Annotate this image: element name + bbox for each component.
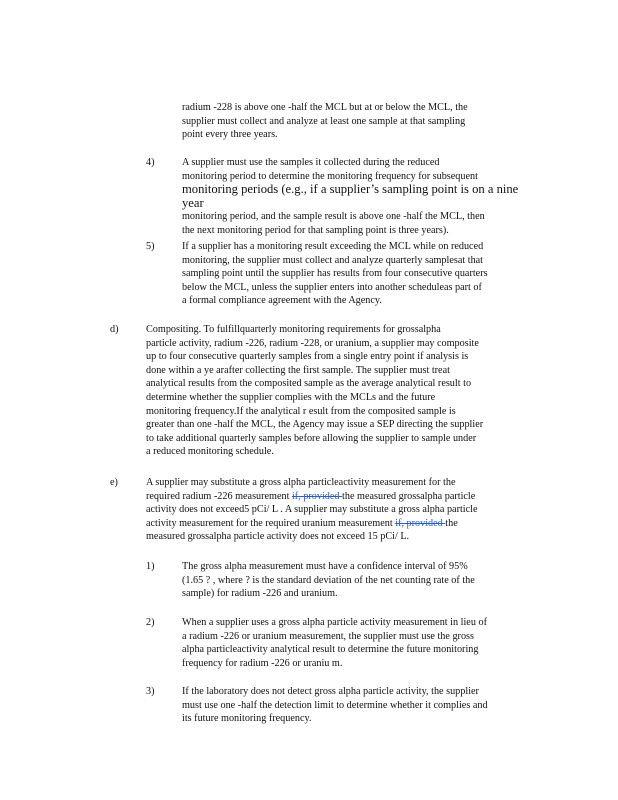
item-d-line: determine whether the supplier complies with the MCLs and the future: [146, 391, 436, 403]
item-e-text: activity measurement for the required uranium measurement: [146, 517, 396, 529]
item-e1-label: 1): [146, 561, 155, 572]
item-e-line: activity does not exceed5 pCi/ L . A supplier may substitute a gross alpha particle: [146, 504, 478, 516]
item-d-line: analytical results from the composited sample as the average analytical result to: [146, 378, 472, 390]
item-d-line: a reduced monitoring schedule.: [146, 446, 274, 458]
item-5-label: 5): [146, 241, 155, 252]
item-d-line: done within a ye arafter collecting the first sample. The supplier must treat: [146, 364, 450, 376]
intro-paragraph: [182, 101, 522, 142]
item-e3-line: its future monitoring frequency.: [182, 713, 312, 725]
item-d-paragraph: [146, 323, 546, 459]
item-4-line: the next monitoring period for that sampling point is three years).: [182, 224, 449, 236]
item-4-line: monitoring period to determine the monitoring frequency for subsequent: [182, 170, 478, 182]
item-5-paragraph: [182, 240, 542, 308]
struck-text: if, provided: [291, 490, 343, 502]
item-d-line: monitoring frequency.If the analytical r esult from the composited sample is: [146, 405, 456, 417]
item-e2-line: alpha particleactivity analytical result to determine the future monitoring: [182, 644, 479, 656]
item-e2-line: When a supplier uses a gross alpha particle activity measurement in lieu of: [182, 617, 487, 628]
item-e1-paragraph: [182, 560, 542, 601]
item-d-line: to take additional quarterly samples before allowing the supplier to sample under: [146, 432, 477, 444]
item-e-text: the measured grossalpha particle: [342, 490, 476, 502]
intro-line: radium -228 is above one -half the MCL but at or below the MCL, the: [182, 102, 468, 113]
item-5-line: sampling point until the supplier has results from four consecutive quarters: [182, 268, 488, 280]
item-4-paragraph: [182, 156, 542, 238]
item-e2-line: a radium -226 or uranium measurement, the supplier must use the gross: [182, 630, 474, 642]
item-d-label: d): [110, 324, 119, 335]
item-e-line: [146, 517, 546, 531]
item-d-line: particle activity, radium -226, radium -228, or uranium, a supplier may composite: [146, 337, 479, 349]
struck-text: if, provided: [395, 517, 446, 529]
intro-line: supplier must collect and analyze at least one sample at that sampling: [182, 115, 466, 127]
item-e-line: [146, 490, 546, 504]
item-e2-label: 2): [146, 617, 155, 628]
item-5-line: below the MCL, unless the supplier enters into another scheduleas part of: [182, 281, 482, 293]
item-4-line: monitoring period, and the sample result is above one -half the MCL, then: [182, 211, 485, 223]
item-e-line: A supplier may substitute a gross alpha particleactivity measurement for the: [146, 477, 456, 488]
item-e-text: required radium -226 measurement: [146, 490, 292, 502]
item-d-line: up to four consecutive quarterly samples from a single entry point if analysis is: [146, 351, 469, 363]
item-e3-label: 3): [146, 686, 155, 697]
item-5-line: monitoring, the supplier must collect and analyze quarterly samplesat that: [182, 254, 484, 266]
item-d-line: greater than one -half the MCL, the Agency may issue a SEP directing the supplier: [146, 419, 484, 431]
item-e2-line: frequency for radium -226 or uraniu m.: [182, 657, 343, 669]
item-4-line: monitoring periods (e.g., if a supplier’s sampling point is on a nine year: [182, 182, 519, 210]
item-e-paragraph: [146, 476, 546, 544]
item-4-label: 4): [146, 157, 155, 168]
item-e-label: e): [110, 477, 118, 488]
item-4-line: A supplier must use the samples it collected during the reduced: [182, 157, 440, 168]
item-5-line: If a supplier has a monitoring result exceeding the MCL while on reduced: [182, 241, 484, 252]
item-e-text: the: [445, 517, 458, 529]
item-e1-line: sample) for radium -226 and uranium.: [182, 588, 338, 600]
item-e1-line: The gross alpha measurement must have a confidence interval of 95%: [182, 561, 468, 572]
item-e-line: measured grossalpha particle activity does not exceed 15 pCi/ L.: [146, 531, 410, 543]
item-e1-line: (1.65 ? , where ? is the standard deviation of the net counting rate of the: [182, 574, 475, 586]
item-e3-line: must use one -half the detection limit to determine whether it complies and: [182, 699, 488, 711]
item-e3-paragraph: [182, 685, 542, 726]
item-5-line: a formal compliance agreement with the Agency.: [182, 295, 382, 307]
intro-line: point every three years.: [182, 129, 278, 141]
item-d-line: Compositing. To fulfillquarterly monitoring requirements for grossalpha: [146, 324, 441, 335]
item-e2-paragraph: [182, 616, 542, 670]
item-e3-line: If the laboratory does not detect gross alpha particle activity, the supplier: [182, 686, 479, 697]
